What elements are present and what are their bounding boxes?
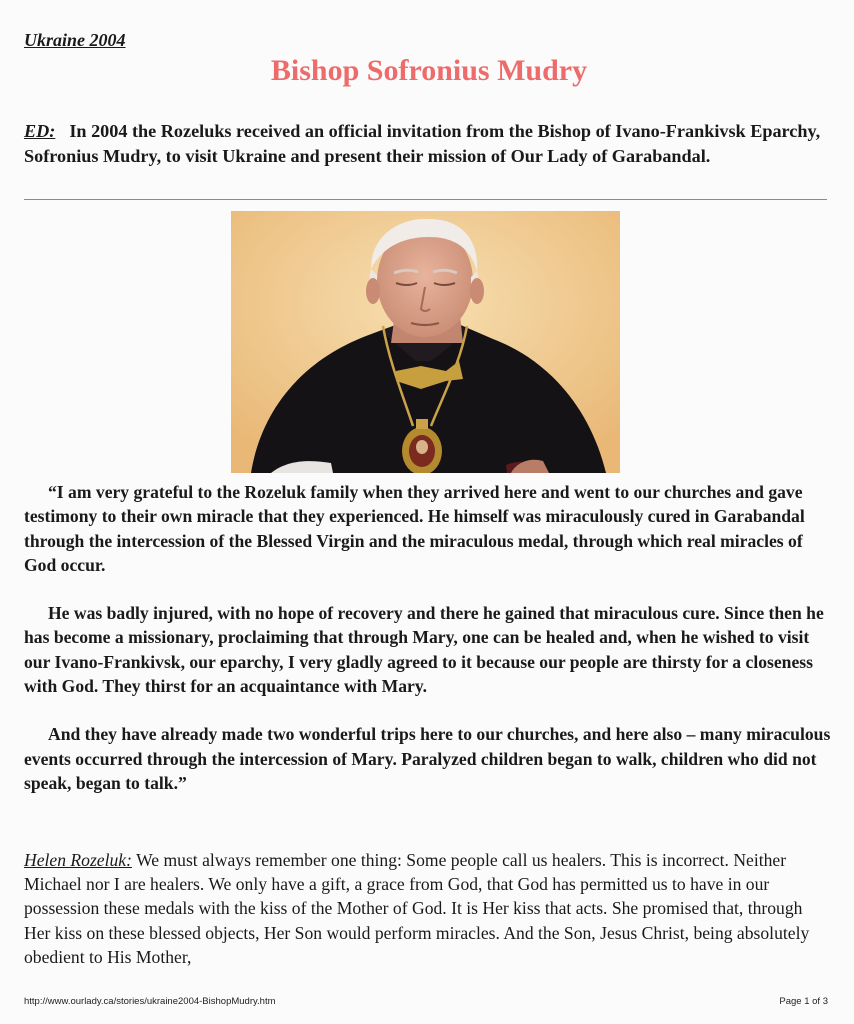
bishop-photo <box>231 211 620 473</box>
bishop-quote <box>24 480 832 819</box>
footer-url: http://www.ourlady.ca/stories/ukraine2004-BishopMudry.htm <box>24 996 276 1007</box>
section-label: Ukraine 2004 <box>24 30 126 50</box>
helen-label: Helen Rozeluk: <box>24 850 132 870</box>
editor-note <box>24 119 824 169</box>
editor-label: ED: <box>24 121 56 141</box>
helen-statement <box>24 848 832 969</box>
page-title: Bishop Sofronius Mudry <box>270 54 588 87</box>
page-number: Page 1 of 3 <box>779 996 828 1007</box>
quote-paragraph: “I am very grateful to the Rozeluk family when they arrived here and went to our churches and gave testimony to their own miracle that they experienced. He himself was miraculously cured in Garabandal through the intercession of the Blessed Virgin and the miraculous medal, through which real miracles of God occur. <box>24 482 805 575</box>
editor-note-text: In 2004 the Rozeluks received an official invitation from the Bishop of Ivano-Frankivsk Eparchy, Sofronius Mudry, to visit Ukraine and present their mission of Our Lady of Garabandal. <box>24 121 821 166</box>
portrait-photo-icon <box>231 211 620 473</box>
helen-text: We must always remember one thing: Some people call us healers. This is incorrect. Neither Michael nor I are healers. We only have a gift, a grace from God, that God has permitted us to have in our possession these medals with the kiss of the Mother of God. It is Her kiss that acts. She promised that, through Her kiss on these blessed objects, Her Son would perform miracles. And the Son, Jesus Christ, being absolutely obedient to His Mother, <box>24 850 810 967</box>
divider <box>24 199 827 200</box>
quote-paragraph: He was badly injured, with no hope of recovery and there he gained that miraculous cure. Since then he has become a missionary, proclaiming that through Mary, one can be healed and, when he wished to visit our Ivano-Frankivsk, our eparchy, I very gladly agreed to it because our people are thirsty for a closeness with God. They thirst for an acquaintance with Mary. <box>24 603 824 697</box>
quote-paragraph: And they have already made two wonderful trips here to our churches, and here also – many miraculous events occurred through the intercession of Mary. Paralyzed children began to walk, children who did not speak, began to talk.” <box>24 724 831 793</box>
